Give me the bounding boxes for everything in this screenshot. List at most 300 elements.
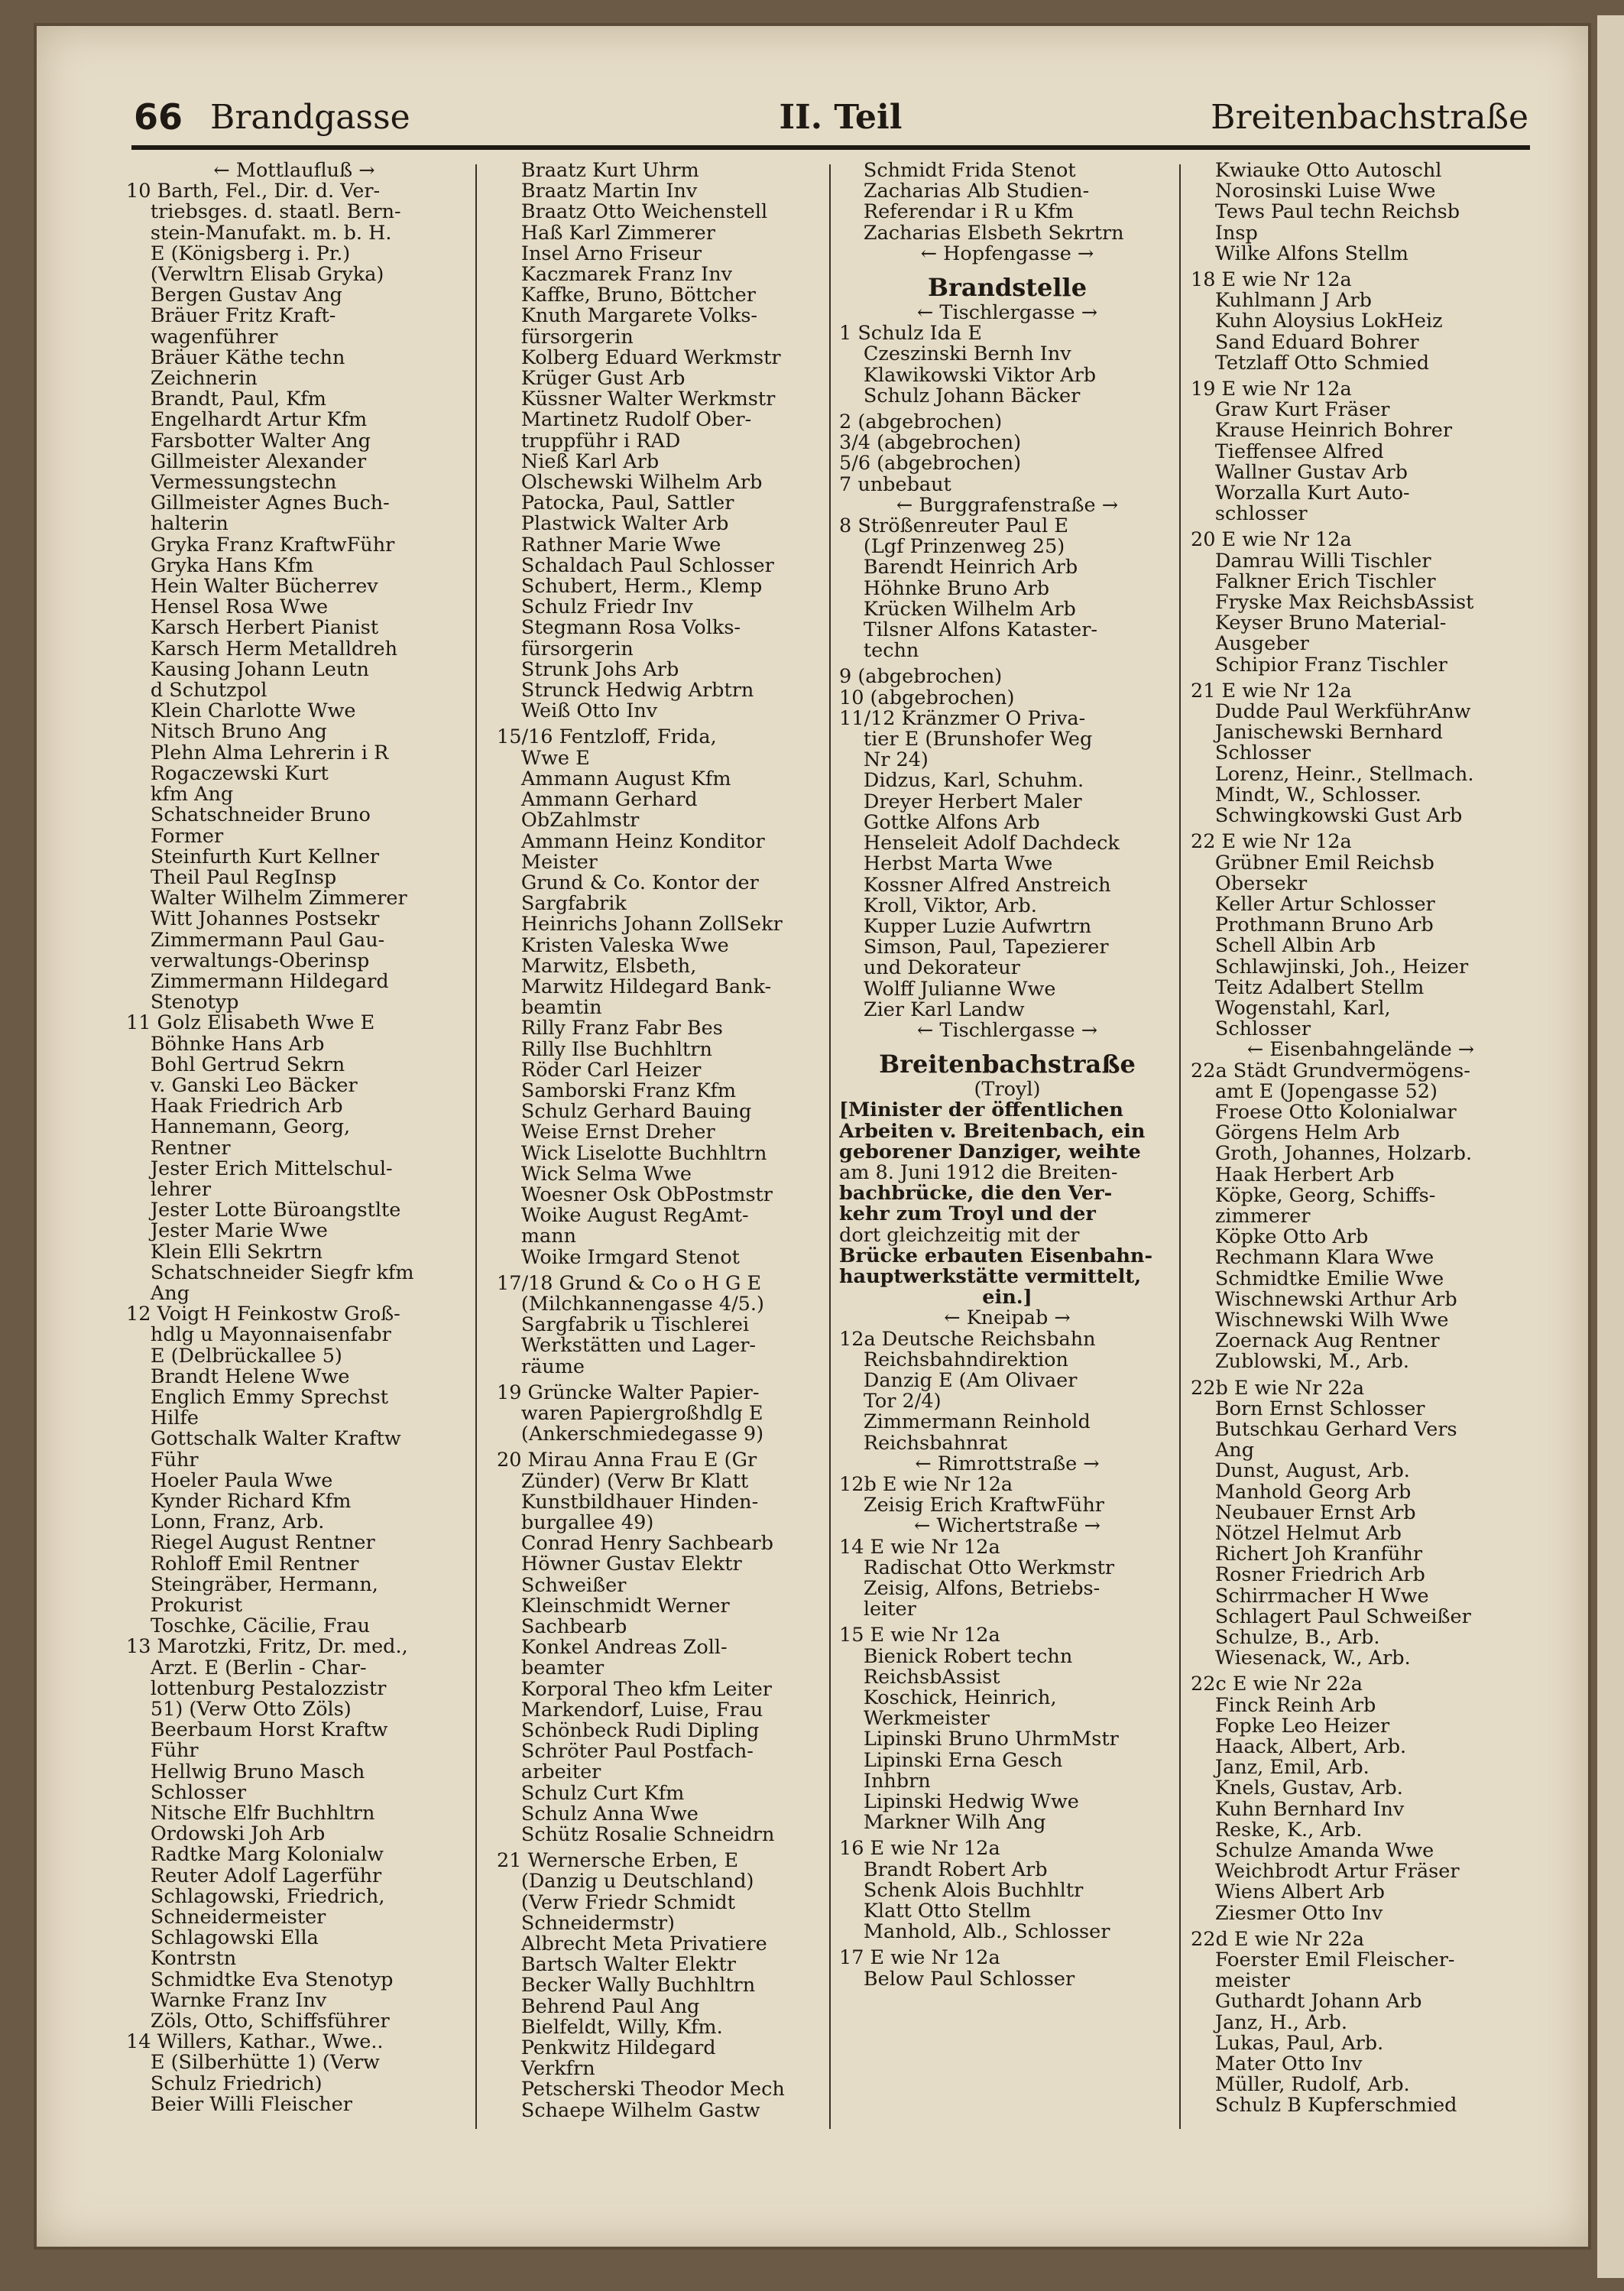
entry-line: Richert Joh Kranführ (1214, 1544, 1423, 1566)
entry-line: 22 E wie Nr 12a (1191, 832, 1352, 853)
entry-line: Woike Irmgard Stenot (520, 1247, 740, 1268)
entry-line: meister (1214, 1971, 1290, 1992)
entry-line: 20 E wie Nr 12a (1191, 530, 1352, 551)
entry-line: 15 E wie Nr 12a (839, 1625, 1000, 1647)
entry-line: Wogenstahl, Karl, (1214, 998, 1391, 1020)
entry-line: Schell Albin Arb (1214, 936, 1376, 957)
entry-line: Ziesmer Otto Inv (1214, 1903, 1383, 1924)
entry-line: (Milchkannengasse 4/5.) (520, 1293, 764, 1316)
entry-line: fürsorgerin (520, 326, 634, 348)
entry-line: Henseleit Adolf Dachdeck (863, 833, 1120, 855)
entry-line: 10 (abgebrochen) (839, 687, 1015, 709)
entry-line: verwaltungs-Oberinsp (150, 950, 370, 972)
entry-line: Jester Lotte Büroangstlte (150, 1200, 401, 1222)
entry-line: Finck Reinh Arb (1214, 1695, 1376, 1716)
entry-line: 9 (abgebrochen) (839, 667, 1003, 688)
entry-line: Manhold Georg Arb (1214, 1481, 1412, 1503)
entry-line: Gryka Franz KraftwFühr (150, 534, 395, 556)
entry-line: Referendar i R u Kfm (863, 202, 1074, 223)
entry-line: Toschke, Cäcilie, Frau (150, 1616, 371, 1637)
entry-line: Grübner Emil Reichsb (1214, 852, 1434, 874)
street-history-note: hauptwerkstätte vermittelt, (839, 1266, 1142, 1288)
entry-line: Janischewski Bernhard (1214, 722, 1443, 744)
entry-line: Rosner Friedrich Arb (1214, 1565, 1425, 1586)
entry-line: Görgens Helm Arb (1214, 1123, 1400, 1144)
entry-line: E (Delbrückallee 5) (150, 1345, 342, 1367)
entry-line: 21 E wie Nr 12a (1191, 680, 1352, 703)
entry-line: Wolff Julianne Wwe (863, 978, 1056, 1000)
entry-line: Sand Eduard Bohrer (1214, 332, 1419, 353)
entry-line: Reske, K., Arb. (1214, 1819, 1363, 1842)
entry-line: Karsch Herm Metalldreh (150, 638, 398, 660)
entry-line: Klawikowski Viktor Arb (863, 365, 1097, 386)
entry-line: Mindt, W., Schlosser. (1214, 784, 1421, 806)
entry-line: Barendt Heinrich Arb (863, 557, 1078, 579)
entry-line: Former (150, 826, 224, 847)
entry-line: Grund & Co. Kontor der (520, 872, 759, 894)
entry-line: Kolberg Eduard Werkmstr (520, 347, 781, 369)
entry-line: Müller, Rudolf, Arb. (1214, 2075, 1410, 2096)
entry-line: 7 unbebaut (839, 474, 951, 495)
entry-line: Marwitz Hildegard Bank- (520, 976, 772, 998)
entry-line: beamter (520, 1658, 605, 1679)
entry-line: dort gleichzeitig mit der (839, 1225, 1080, 1246)
entry-line: Woike August RegAmt- (520, 1206, 749, 1227)
entry-line: Ammann Heinz Konditor (520, 831, 765, 852)
entry-line: Bohl Gertrud Sekrn (150, 1054, 345, 1076)
entry-line: 3/4 (abgebrochen) (839, 433, 1022, 454)
entry-line: Brandt Helene Wwe (150, 1366, 350, 1387)
entry-line: arbeiter (520, 1762, 601, 1783)
entry-line: Werkmeister (863, 1709, 990, 1730)
header-right-street: Breitenbachstraße (1211, 98, 1528, 137)
entry-line: mann (520, 1226, 577, 1248)
entry-line: Zöls, Otto, Schiffsführer (150, 2011, 390, 2033)
entry-line: Zimmermann Paul Gau- (150, 930, 385, 951)
entry-line: Gottschalk Walter Kraftw (150, 1429, 401, 1450)
entry-line: 19 Grüncke Walter Papier- (497, 1382, 760, 1403)
entry-line: Weiß Otto Inv (520, 701, 658, 722)
entry-line: Wiesenack, W., Arb. (1214, 1648, 1411, 1670)
entry-line: Groth, Johannes, Holzarb. (1214, 1144, 1473, 1165)
entry-line: Keller Artur Schlosser (1214, 894, 1435, 916)
entry-line: Bartsch Walter Elektr (520, 1955, 736, 1976)
entry-line: Radtke Marg Kolonialw (150, 1845, 384, 1866)
entry-line: 21 Wernersche Erben, E (497, 1851, 739, 1872)
entry-line: amt E (Jopengasse 52) (1214, 1081, 1438, 1102)
cross-street-marker: ← Burggrafenstraße → (896, 495, 1119, 517)
entry-line: 15/16 Fentzloff, Frida, (497, 727, 717, 748)
entry-line: wagenführer (150, 326, 278, 348)
entry-line: Hilfe (150, 1408, 199, 1429)
entry-line: Schulz Anna Wwe (520, 1803, 699, 1825)
entry-line: Wwe E (520, 748, 590, 769)
entry-line: Brandt Robert Arb (863, 1859, 1048, 1881)
entry-line: Becker Wally Buchhltrn (520, 1975, 756, 1997)
entry-line: Radischat Otto Werkmstr (863, 1557, 1115, 1579)
entry-line: Strunk Johs Arb (520, 659, 679, 681)
entry-line: 14 E wie Nr 12a (839, 1537, 1000, 1558)
entry-line: Steingräber, Hermann, (150, 1574, 378, 1596)
entry-line: Höwner Gustav Elektr (520, 1554, 742, 1575)
street-subtitle: ein.] (982, 1287, 1032, 1309)
entry-line: 11 Golz Elisabeth Wwe E (126, 1013, 375, 1034)
entry-line: Graw Kurt Fräser (1214, 400, 1390, 421)
entry-line: Farsbotter Walter Ang (150, 430, 371, 452)
entry-line: truppführ i RAD (520, 430, 681, 452)
entry-line: Kunstbildhauer Hinden- (520, 1491, 759, 1513)
entry-line: Schulz Friedrich) (150, 2073, 323, 2095)
entry-line: Köpke, Georg, Schiffs- (1214, 1185, 1436, 1206)
entry-line: Vermessungstechn (150, 472, 337, 494)
entry-line: (Ankerschmiedegasse 9) (520, 1424, 764, 1446)
entry-line: Bielfeldt, Willy, Kfm. (520, 2017, 723, 2039)
entry-line: stein-Manufakt. m. b. H. (150, 222, 392, 244)
entry-line: Kuhn Bernhard Inv (1214, 1799, 1405, 1820)
page-header (96, 92, 1528, 145)
entry-line: Tetzlaff Otto Schmied (1214, 352, 1430, 375)
entry-line: Jester Marie Wwe (150, 1221, 328, 1242)
entry-line: Wischnewski Wilh Wwe (1214, 1309, 1449, 1332)
entry-line: Manhold, Alb., Schlosser (863, 1922, 1110, 1943)
entry-line: Schatschneider Siegfr kfm (150, 1262, 414, 1283)
entry-line: Worzalla Kurt Auto- (1214, 483, 1410, 505)
entry-line: Ang (150, 1283, 190, 1305)
entry-line: Reuter Adolf Lagerführ (150, 1865, 382, 1887)
entry-line: Schatschneider Bruno (150, 805, 371, 826)
header-rule (131, 145, 1530, 150)
entry-line: Nitsche Elfr Buchhltrn (150, 1803, 375, 1825)
entry-line: Jester Erich Mittelschul- (150, 1158, 393, 1180)
entry-line: Teitz Adalbert Stellm (1214, 977, 1425, 998)
entry-line: Kroll, Viktor, Arb. (863, 895, 1037, 917)
entry-line: Lipinski Erna Gesch (863, 1750, 1063, 1771)
entry-line: Zünder) (Verw Br Klatt (520, 1471, 749, 1492)
entry-line: E (Königsberg i. Pr.) (150, 243, 351, 265)
entry-line: Prothmann Bruno Arb (1214, 915, 1434, 936)
entry-line: leiter (863, 1599, 916, 1621)
entry-line: Weichbrodt Artur Fräser (1214, 1861, 1460, 1883)
entry-line: Witt Johannes Postsekr (150, 909, 380, 930)
entry-line: Zimmermann Hildegard (150, 971, 389, 993)
entry-line: Ammann August Kfm (520, 768, 731, 790)
entry-line: Wischnewski Arthur Arb (1214, 1289, 1457, 1310)
entry-line: Reichsbahndirektion (863, 1349, 1068, 1371)
entry-line: 51) (Verw Otto Zöls) (150, 1699, 352, 1721)
entry-line: Czeszinski Bernh Inv (863, 344, 1071, 365)
page-edge-strip (1597, 15, 1624, 2278)
entry-line: Nieß Karl Arb (520, 451, 660, 473)
entry-line: Simson, Paul, Tapezierer (863, 937, 1109, 959)
entry-line: Stegmann Rosa Volks- (520, 618, 741, 639)
entry-line: Beerbaum Horst Kraftw (150, 1720, 388, 1741)
entry-line: Klein Elli Sekrtrn (150, 1241, 323, 1263)
entry-line: Marwitz, Elsbeth, (520, 956, 697, 977)
entry-line: Nr 24) (863, 750, 929, 771)
entry-line: Schulze Amanda Wwe (1214, 1841, 1434, 1862)
entry-line: 12 Voigt H Feinkostw Groß- (126, 1304, 400, 1326)
entry-line: Schaepe Wilhelm Gastw (520, 2100, 760, 2121)
entry-line: lehrer (150, 1179, 212, 1201)
entry-line: Schlagowski Ella (150, 1928, 319, 1949)
entry-line: Nötzel Helmut Arb (1214, 1524, 1402, 1545)
entry-line: Falkner Erich Tischler (1214, 571, 1436, 593)
entry-line: d Schutzpol (150, 680, 267, 702)
entry-line: Kaczmarek Franz Inv (520, 264, 733, 286)
entry-line: fürsorgerin (520, 638, 634, 660)
entry-line: Schlosser (1214, 743, 1311, 764)
entry-line: Wick Liselotte Buchhltrn (520, 1143, 767, 1164)
entry-line: am 8. Juni 1912 die Breiten- (839, 1162, 1118, 1184)
entry-line: Röder Carl Heizer (520, 1060, 702, 1081)
entry-line: Schulz Curt Kfm (520, 1783, 685, 1804)
entry-line: Schlagert Paul Schweißer (1214, 1606, 1471, 1628)
entry-line: Schulze, B., Arb. (1214, 1627, 1380, 1649)
entry-line: Keyser Bruno Material- (1214, 613, 1447, 634)
entry-line: Arzt. E (Berlin - Char- (150, 1657, 367, 1679)
entry-line: Wiens Albert Arb (1214, 1882, 1385, 1903)
entry-line: Verkfrn (520, 2059, 595, 2080)
entry-line: Braatz Otto Weichenstell (520, 202, 768, 223)
entry-line: Hannemann, Georg, (150, 1117, 351, 1138)
entry-line: Gryka Hans Kfm (150, 555, 314, 577)
entry-line: Schröter Paul Postfach- (520, 1741, 754, 1763)
cross-street-marker: ← Kneipab → (944, 1308, 1071, 1329)
entry-line: Kausing Johann Leutn (150, 659, 369, 681)
entry-line: Walter Wilhelm Zimmerer (150, 888, 407, 910)
entry-line: Hoeler Paula Wwe (150, 1470, 333, 1491)
entry-line: Prokurist (150, 1595, 243, 1617)
entry-line: Martinetz Rudolf Ober- (520, 410, 752, 431)
entry-line: 5/6 (abgebrochen) (839, 453, 1022, 475)
cross-street-marker: ← Rimrottstraße → (915, 1453, 1100, 1475)
entry-line: Ausgeber (1214, 634, 1309, 655)
entry-line: Warnke Franz Inv (150, 1990, 327, 2012)
entry-line: triebsges. d. staatl. Bern- (150, 202, 401, 223)
entry-line: Karsch Herbert Pianist (150, 618, 379, 639)
entry-line: 1 Schulz Ida E (839, 323, 982, 345)
entry-line: Köpke Otto Arb (1214, 1227, 1369, 1248)
entry-line: Haak Friedrich Arb (150, 1096, 343, 1118)
entry-line: Reichsbahnrat (863, 1433, 1008, 1454)
entry-line: Schaldach Paul Schlosser (520, 555, 774, 577)
street-history-note: [Minister der öffentlichen (839, 1100, 1123, 1121)
entry-line: Zacharias Elsbeth Sekrtrn (863, 222, 1124, 244)
cross-street-marker: ← Wichertstraße → (914, 1516, 1100, 1537)
entry-line: Engelhardt Artur Kfm (150, 410, 368, 431)
entry-line: Zeisig Erich KraftwFühr (863, 1495, 1104, 1517)
entry-line: 13 Marotzki, Fritz, Dr. med., (126, 1637, 408, 1658)
entry-line: Riegel August Rentner (150, 1533, 375, 1554)
entry-line: Kontrstn (150, 1949, 237, 1970)
entry-line: Mater Otto Inv (1214, 2054, 1363, 2075)
entry-line: Ordowski Joh Arb (150, 1824, 326, 1845)
street-history-note: bachbrücke, die den Ver- (839, 1183, 1113, 1205)
entry-line: kfm Ang (150, 784, 234, 806)
entry-line: Kynder Richard Kfm (150, 1491, 352, 1513)
entry-line: Hein Walter Bücherrev (150, 576, 378, 598)
entry-line: Zimmermann Reinhold (863, 1412, 1091, 1433)
entry-line: Krause Heinrich Bohrer (1214, 420, 1453, 442)
entry-line: Beier Willi Fleischer (150, 2094, 352, 2116)
entry-line: Schmidtke Eva Stenotyp (150, 1969, 394, 1991)
column-1 (126, 161, 462, 2148)
entry-line: Insel Arno Friseur (520, 243, 702, 265)
entry-line: Wilke Alfons Stellm (1214, 243, 1408, 265)
entry-line: Führ (150, 1741, 199, 1762)
entry-line: Bräuer Fritz Kraft- (150, 306, 336, 327)
entry-line: Dreyer Herbert Maler (863, 791, 1082, 813)
cross-street-marker: ← Hopfengasse → (920, 243, 1094, 265)
entry-line: Meister (520, 852, 598, 873)
entry-line: Braatz Martin Inv (520, 181, 698, 203)
street-history-note: geborener Danziger, weihte (839, 1141, 1141, 1163)
cross-street-marker: ← Tischlergasse → (916, 1020, 1098, 1042)
entry-line: Kwiauke Otto Autoschl (1214, 161, 1442, 182)
entry-line: Sargfabrik (520, 894, 627, 915)
street-history-note: kehr zum Troyl und der (839, 1204, 1096, 1225)
entry-line: Herbst Marta Wwe (863, 854, 1053, 875)
entry-line: Lonn, Franz, Arb. (150, 1512, 325, 1533)
entry-line: techn (863, 641, 919, 662)
entry-line: Norosinski Luise Wwe (1214, 181, 1436, 203)
entry-line: Kuhn Aloysius LokHeiz (1214, 311, 1443, 333)
entry-line: zimmerer (1214, 1206, 1311, 1228)
entry-line: Stenotyp (150, 992, 239, 1014)
entry-line: Albrecht Meta Privatiere (520, 1934, 767, 1955)
entry-line: Schönbeck Rudi Dipling (520, 1721, 760, 1742)
entry-line: Fopke Leo Heizer (1214, 1715, 1390, 1738)
entry-line: Schulz Friedr Inv (520, 597, 693, 618)
entry-line: Zublowski, M., Arb. (1214, 1352, 1410, 1373)
column-2 (497, 161, 833, 2148)
entry-line: Obersekr (1214, 873, 1308, 894)
entry-line: Zeichnerin (150, 368, 258, 390)
entry-line: Schneidermeister (150, 1907, 326, 1929)
entry-line: Zoernack Aug Rentner (1214, 1331, 1440, 1352)
street-history-note: Brücke erbauten Eisenbahn- (839, 1245, 1153, 1267)
entry-line: Kupper Luzie Aufwrtrn (863, 916, 1092, 938)
street-subtitle: (Troyl) (974, 1079, 1041, 1101)
entry-line: Schenk Alois Buchhltr (863, 1880, 1084, 1902)
entry-line: Schulz B Kupferschmied (1214, 2095, 1457, 2117)
column-divider (475, 164, 477, 2129)
entry-line: Zacharias Alb Studien- (863, 181, 1090, 203)
entry-line: Petscherski Theodor Mech (520, 2079, 785, 2101)
entry-line: Schmidt Frida Stenot (863, 161, 1076, 182)
entry-line: tier E (Brunshofer Weg (863, 729, 1093, 751)
entry-line: Rohloff Emil Rentner (150, 1553, 359, 1575)
entry-line: ReichsbAssist (863, 1666, 1000, 1689)
entry-line: Tews Paul techn Reichsb (1214, 202, 1460, 223)
entry-line: Englich Emmy Sprechst (150, 1387, 388, 1409)
column-4 (1191, 161, 1531, 2148)
entry-line: Knels, Gustav, Arb. (1214, 1778, 1403, 1799)
entry-line: Bergen Gustav Ang (150, 285, 342, 307)
entry-line: Froese Otto Kolonialwar (1214, 1102, 1457, 1124)
entry-line: Rechmann Klara Wwe (1214, 1248, 1434, 1269)
entry-line: 11/12 Kränzmer O Priva- (839, 708, 1086, 730)
entry-line: Damrau Willi Tischler (1214, 550, 1431, 572)
cross-street-marker: ← Tischlergasse → (916, 303, 1098, 324)
entry-line: Strunck Hedwig Arbtrn (520, 680, 754, 702)
header-part: II. Teil (779, 98, 903, 137)
cross-street-marker: ← Eisenbahngelände → (1246, 1040, 1475, 1061)
entry-line: Schubert, Herm., Klemp (520, 576, 763, 598)
entry-line: Küssner Walter Werkmstr (520, 389, 776, 410)
entry-line: Patocka, Paul, Sattler (520, 493, 734, 514)
entry-line: 19 E wie Nr 12a (1191, 379, 1352, 401)
entry-line: Schweißer (520, 1575, 627, 1596)
entry-line: 18 E wie Nr 12a (1191, 270, 1352, 291)
entry-line: Böhnke Hans Arb (150, 1034, 325, 1055)
entry-line: 14 Willers, Kathar., Wwe.. (126, 2032, 384, 2053)
entry-line: Knuth Margarete Volks- (520, 306, 758, 327)
entry-line: Krüger Gust Arb (520, 368, 686, 390)
entry-line: Janz, Emil, Arb. (1214, 1757, 1370, 1779)
entry-line: Schlagowski, Friedrich, (150, 1886, 385, 1908)
entry-line: Janz, H., Arb. (1214, 2012, 1347, 2033)
cross-street-marker: ← Mottlaufluß → (213, 161, 375, 182)
entry-line: Gillmeister Agnes Buch- (150, 493, 390, 514)
street-title: Breitenbachstraße (879, 1050, 1136, 1079)
entry-line: Sachbearb (520, 1617, 627, 1638)
entry-line: 2 (abgebrochen) (839, 412, 1003, 433)
entry-line: (Lgf Prinzenweg 25) (863, 537, 1065, 558)
entry-line: Born Ernst Schlosser (1214, 1398, 1425, 1420)
entry-line: Schlosser (150, 1782, 247, 1804)
entry-line: Weise Ernst Dreher (520, 1122, 715, 1144)
entry-line: Lukas, Paul, Arb. (1214, 2033, 1384, 2055)
entry-line: Krücken Wilhelm Arb (863, 599, 1076, 621)
entry-line: Lipinski Hedwig Wwe (863, 1792, 1079, 1813)
entry-line: Schütz Rosalie Schneidrn (520, 1825, 775, 1846)
entry-line: Schulz Johann Bäcker (863, 385, 1081, 407)
entry-line: Insp (1214, 222, 1258, 244)
entry-line: 8 Strößenreuter Paul E (839, 516, 1068, 537)
entry-line: lottenburg Pestalozzistr (150, 1678, 387, 1700)
entry-line: Kristen Valeska Wwe (520, 935, 729, 956)
entry-line: Brandt, Paul, Kfm (150, 389, 326, 410)
entry-line: Schulz Gerhard Bauing (520, 1102, 752, 1123)
entry-line: Haß Karl Zimmerer (520, 222, 715, 244)
entry-line: Didzus, Karl, Schuhm. (863, 771, 1084, 792)
entry-line: Ang (1214, 1440, 1255, 1462)
entry-line: 22b E wie Nr 22a (1191, 1378, 1365, 1399)
entry-line: Behrend Paul Ang (520, 1996, 700, 2017)
entry-line: Gottke Alfons Arb (863, 812, 1040, 834)
entry-line: 12a Deutsche Reichsbahn (839, 1329, 1096, 1350)
entry-line: 16 E wie Nr 12a (839, 1838, 1000, 1860)
entry-line: E (Silberhütte 1) (Verw (150, 2052, 380, 2074)
entry-line: Theil Paul RegInsp (150, 867, 337, 889)
entry-line: waren Papiergroßhdlg E (520, 1403, 763, 1425)
entry-line: Schmidtke Emilie Wwe (1214, 1268, 1444, 1290)
street-history-note: Arbeiten v. Breitenbach, ein (839, 1121, 1146, 1142)
entry-line: 22a Städt Grundvermögens- (1191, 1060, 1470, 1082)
entry-line: Neubauer Ernst Arb (1214, 1502, 1416, 1524)
entry-line: Gillmeister Alexander (150, 451, 367, 473)
entry-line: Ammann Gerhard (520, 790, 698, 811)
column-divider (1179, 164, 1181, 2129)
entry-line: Führ (150, 1449, 199, 1471)
entry-line: Rogaczewski Kurt (150, 763, 329, 785)
entry-line: Schwingkowski Gust Arb (1214, 806, 1463, 827)
entry-line: Bienick Robert techn (863, 1646, 1073, 1667)
header-left-street: Brandgasse (210, 98, 410, 137)
entry-line: 22c E wie Nr 22a (1191, 1674, 1363, 1696)
entry-line: Kossner Alfred Anstreich (863, 875, 1111, 896)
